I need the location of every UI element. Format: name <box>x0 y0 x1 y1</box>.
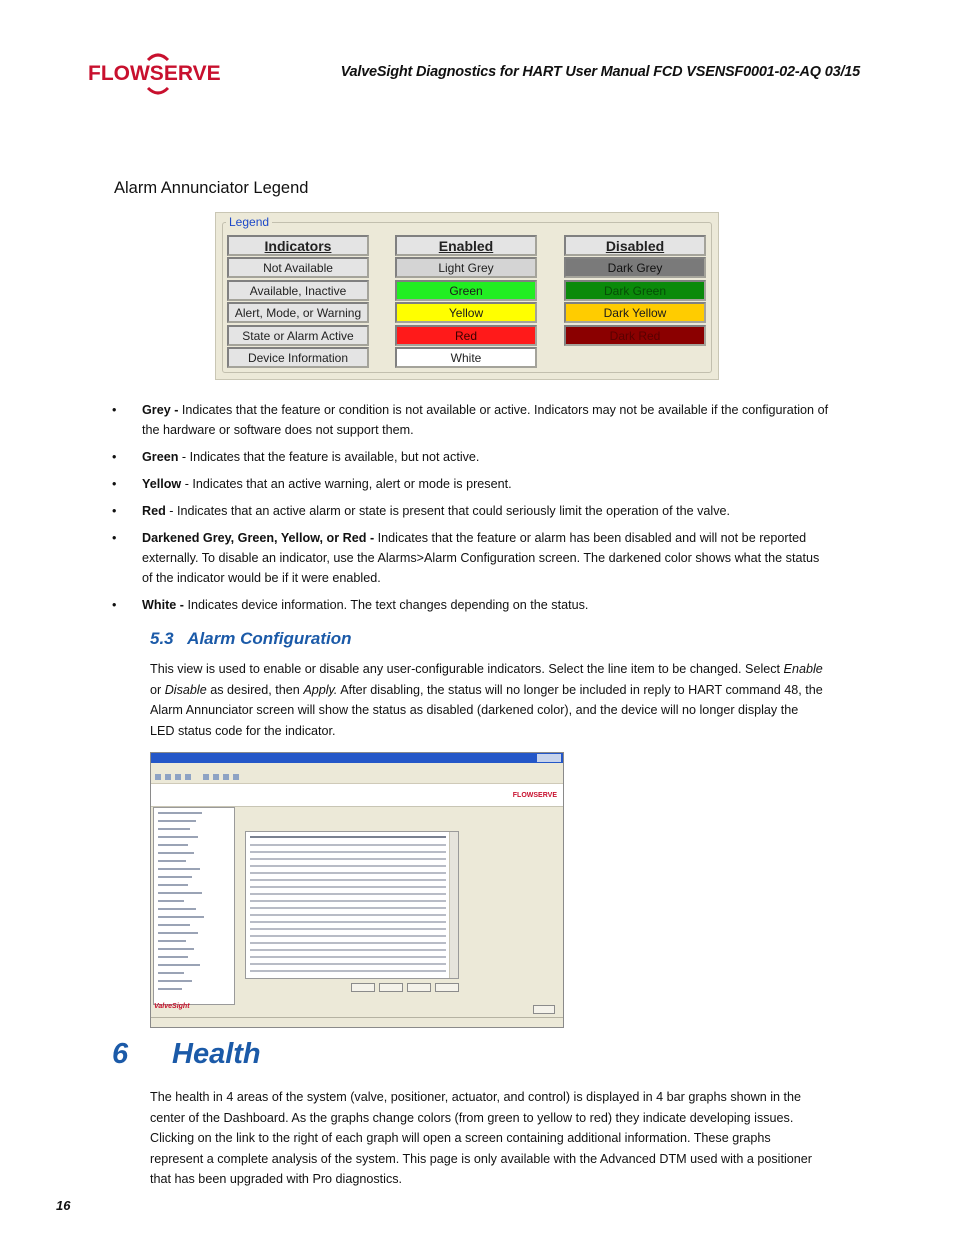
tree-line <box>158 932 198 934</box>
bullet-term: Grey - <box>142 403 179 417</box>
bullet-dot: • <box>112 477 117 491</box>
bullet-text: Indicates device information. The text changes depending on the status. <box>183 598 589 612</box>
bullet-term: Green <box>142 450 179 464</box>
window-control-buttons <box>537 754 561 762</box>
tree-line <box>158 844 188 846</box>
bullet-list <box>112 400 832 622</box>
chapter-number: 6 <box>112 1038 129 1070</box>
legend-column-header: Enabled <box>395 235 537 256</box>
tree-line <box>158 924 190 926</box>
tree-line <box>158 956 188 958</box>
legend-cell: Dark Yellow <box>564 302 706 323</box>
grid-row[interactable] <box>250 928 446 930</box>
bullet-item <box>112 447 832 467</box>
bullet-dot: • <box>112 450 117 464</box>
apply-button[interactable] <box>435 983 459 992</box>
tree-line <box>158 860 186 862</box>
bullet-item <box>112 501 832 521</box>
legend-title: Legend <box>226 215 272 229</box>
bullet-term: Darkened Grey, Green, Yellow, or Red - <box>142 531 375 545</box>
legend-cell: Dark Green <box>564 280 706 301</box>
health-paragraph: The health in 4 areas of the system (valve, positioner, actuator, and control) is displayed in 4 bar graphs shown in the center of the Dashboard. As the graphs change colors (from green to yellow to red) they indicate developing issues. Clicking on the link to the right of each graph will open a screen containing additional information. These graphs represent a complete analysis of the system. This page is only available with the Advanced DTM used with a positioner that has been upgraded with Pro diagnostics. <box>150 1090 812 1186</box>
tree-line <box>158 812 202 814</box>
grid-row[interactable] <box>250 900 446 902</box>
bullet-dot: • <box>112 531 117 545</box>
legend-cell: Dark Red <box>564 325 706 346</box>
grid-row[interactable] <box>250 970 446 972</box>
alarm-config-paragraph <box>150 659 825 741</box>
para-text: or <box>150 682 165 697</box>
legend-section-label: Alarm Annunciator Legend <box>114 179 309 197</box>
grid-row[interactable] <box>250 865 446 867</box>
toolbar-icon <box>203 774 209 780</box>
grid-scrollbar[interactable] <box>449 832 458 978</box>
grid-row[interactable] <box>250 949 446 951</box>
bullet-text: - Indicates that the feature is available, but not active. <box>178 450 480 464</box>
tree-line <box>158 980 192 982</box>
para-emphasis-enable: Enable <box>783 662 823 676</box>
tree-line <box>158 900 184 902</box>
bullet-text: - Indicates that an active alarm or state is present that could seriously limit the operation of the valve. <box>165 504 731 518</box>
bullet-term: Red <box>142 504 166 518</box>
tree-line <box>158 892 202 894</box>
bullet-dot: • <box>112 504 117 518</box>
grid-row[interactable] <box>250 858 446 860</box>
tree-line <box>158 836 198 838</box>
tree-line <box>158 972 184 974</box>
grid-row[interactable] <box>250 921 446 923</box>
grid-row[interactable] <box>250 963 446 965</box>
grid-row[interactable] <box>250 942 446 944</box>
dtm-brand: FLOWSERVE <box>512 792 557 799</box>
tree-line <box>158 828 190 830</box>
bullet-term: Yellow <box>142 477 182 491</box>
legend-cell: Red <box>395 325 537 346</box>
grid-row[interactable] <box>250 879 446 881</box>
legend-cell: Light Grey <box>395 257 537 278</box>
grid-row[interactable] <box>250 893 446 895</box>
grid-row[interactable] <box>250 844 446 846</box>
toolbar-icon <box>175 774 181 780</box>
window-statusbar <box>151 1017 563 1027</box>
bullet-dot: • <box>112 403 117 417</box>
flowserve-logo-mark <box>88 52 228 96</box>
bullet-item <box>112 528 832 588</box>
alarm-config-content <box>237 807 559 1003</box>
legend-cell: Not Available <box>227 257 369 278</box>
bullet-dot: • <box>112 598 117 612</box>
legend-panel <box>215 212 719 380</box>
bullet-text: - Indicates that an active warning, alert or mode is present. <box>181 477 512 491</box>
bullet-item <box>112 400 832 440</box>
tree-line <box>158 884 188 886</box>
tree-line <box>158 948 194 950</box>
alarm-config-screenshot <box>150 752 564 1028</box>
legend-cell: Yellow <box>395 302 537 323</box>
close-button[interactable] <box>533 1005 555 1014</box>
window-toolbar <box>151 771 563 784</box>
grid-row[interactable] <box>250 872 446 874</box>
tree-line <box>158 916 204 918</box>
para-emphasis-disable: Disable <box>164 682 207 697</box>
toolbar-icon <box>213 774 219 780</box>
toolbar-icon <box>165 774 171 780</box>
bullet-item <box>112 474 832 494</box>
tree-line <box>158 868 200 870</box>
para-text: This view is used to enable or disable any user-configurable indicators. Select the line item to be changed. Select <box>150 662 784 676</box>
cancel-button[interactable] <box>407 983 431 992</box>
bullet-item <box>112 595 832 615</box>
para-emphasis-apply: Apply. <box>303 682 338 697</box>
tree-line <box>158 940 186 942</box>
bullet-term: White - <box>142 598 184 612</box>
tree-line <box>158 876 192 878</box>
legend-cell: Alert, Mode, or Warning <box>227 302 369 323</box>
legend-cell: State or Alarm Active <box>227 325 369 346</box>
page-number: 16 <box>56 1198 71 1213</box>
legend-cell: Device Information <box>227 347 369 368</box>
grid-row[interactable] <box>250 914 446 916</box>
legend-cell: Green <box>395 280 537 301</box>
toolbar-icon <box>233 774 239 780</box>
grid-row[interactable] <box>250 907 446 909</box>
legend-cell: Dark Grey <box>564 257 706 278</box>
legend-cell: White <box>395 347 537 368</box>
valvesight-logo: ValveSight <box>154 1003 190 1010</box>
grid-header <box>250 836 446 838</box>
legend-column-header: Disabled <box>564 235 706 256</box>
tree-line <box>158 988 182 990</box>
legend-column-header: Indicators <box>227 235 369 256</box>
tree-line <box>158 964 200 966</box>
window-titlebar <box>151 753 563 763</box>
toolbar-icon <box>223 774 229 780</box>
alarm-config-grid[interactable] <box>245 831 459 979</box>
header-title: ValveSight Diagnostics for HART User Manual FCD VSENSF0001-02-AQ 03/15 <box>340 64 860 80</box>
disable-button[interactable] <box>379 983 403 992</box>
navigation-tree <box>153 807 235 1005</box>
tree-line <box>158 820 196 822</box>
flowserve-logo <box>88 52 228 96</box>
tree-line <box>158 908 196 910</box>
grid-row[interactable] <box>250 956 446 958</box>
section-heading-5-3: 5.3 Alarm Configuration <box>150 629 352 648</box>
grid-row[interactable] <box>250 886 446 888</box>
para-text: as desired, then <box>206 682 304 697</box>
enable-button[interactable] <box>351 983 375 992</box>
toolbar-icon <box>185 774 191 780</box>
grid-row[interactable] <box>250 851 446 853</box>
para-text: After disabling, the status will no longer be included in reply to HART command 48, the Alarm Annunciator screen will show the status as disabled (darkened color), and the device will no longer display the LED status code for the indicator. <box>150 682 823 738</box>
logo-text: FLOWSERVE <box>88 62 221 85</box>
chapter-title: Health <box>172 1038 261 1070</box>
grid-row[interactable] <box>250 935 446 937</box>
bullet-text: Indicates that the feature or condition is not available or active. Indicators may not be available if the configuration of the hardware or software does not support them. <box>142 403 829 437</box>
legend-cell: Available, Inactive <box>227 280 369 301</box>
dtm-header <box>151 784 563 807</box>
bullet-text: Indicates that the feature or alarm has been disabled and will not be reported externally. To disable an indicator, use the Alarms>Alarm Configuration screen. The darkened color shows what the status of the indicator would be if it were enabled. <box>142 531 820 585</box>
tree-line <box>158 852 194 854</box>
toolbar-icon <box>155 774 161 780</box>
